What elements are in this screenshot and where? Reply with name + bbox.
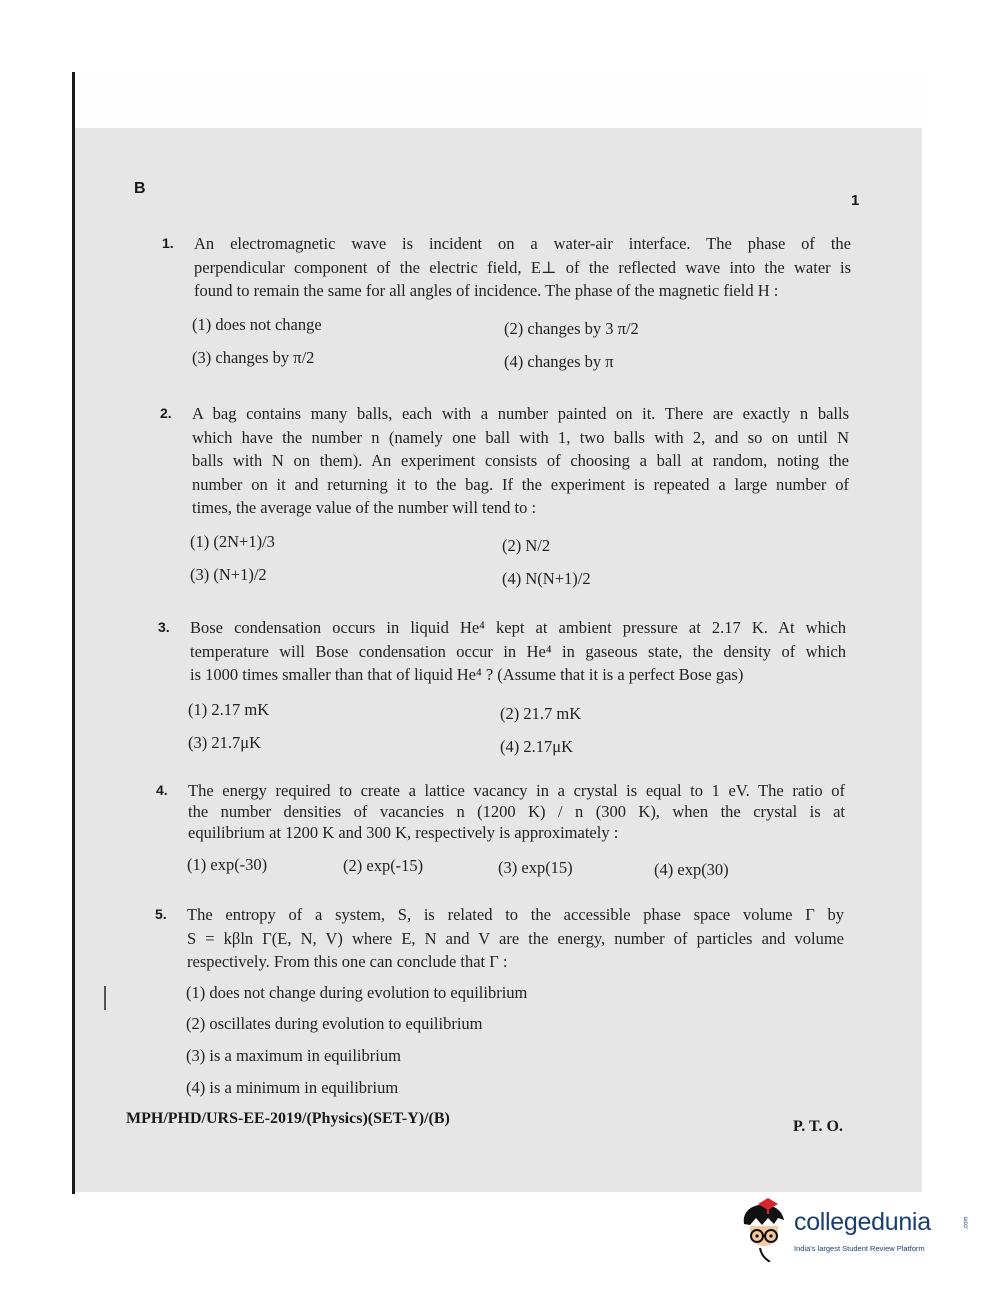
logo-domain-suffix: .com <box>963 1216 970 1230</box>
option-3: (3) 21.7μK <box>188 733 262 752</box>
question-2 <box>160 402 849 520</box>
pto-label: P. T. O. <box>793 1118 843 1135</box>
question-4 <box>156 780 845 843</box>
logo-wordmark: collegedunia <box>794 1208 931 1236</box>
question-text-line: number on it and returning it to the bag. If the experiment is repeated a large number of <box>192 474 849 494</box>
question-text-line: balls with N on them). An experiment consists of choosing a ball at random, noting the <box>192 451 849 470</box>
question-text-line: times, the average value of the number will tend to : <box>192 498 537 517</box>
question-number: 2. <box>160 405 172 421</box>
question-text-line: is 1000 times smaller than that of liquid He⁴ ? (Assume that it is a perfect Bose gas) <box>190 665 744 684</box>
question-text-line: The entropy of a system, S, is related to the accessible phase space volume Γ by <box>187 905 844 924</box>
question-text-line: equilibrium at 1200 K and 300 K, respectively is approximately : <box>188 823 619 842</box>
option-4: (4) 2.17μK <box>500 737 574 756</box>
question-text-line: The energy required to create a lattice vacancy in a crystal is equal to 1 eV. The ratio of <box>188 781 845 800</box>
question-text-line: perpendicular component of the electric field, E⊥ of the reflected wave into the water is <box>194 257 851 277</box>
question-text-line: the number densities of vacancies n (1200 K) / n (300 K), when the crystal is at <box>188 802 845 821</box>
question-1 <box>162 232 851 303</box>
option-4: (4) changes by π <box>504 352 614 371</box>
paper-code: MPH/PHD/URS-EE-2019/(Physics)(SET-Y)/(B) <box>126 1110 450 1127</box>
question-3 <box>158 616 846 687</box>
margin-mark <box>104 986 106 1010</box>
option-2: (2) changes by 3 π/2 <box>504 319 639 338</box>
collegedunia-logo <box>738 1198 968 1262</box>
scan-edge <box>72 72 75 1194</box>
question-text-line: respectively. From this one can conclude that Γ : <box>187 952 508 971</box>
question-5 <box>155 903 844 974</box>
option-3: (3) changes by π/2 <box>192 348 315 367</box>
option-3: (3) is a maximum in equilibrium <box>186 1046 401 1065</box>
mascot-icon <box>738 1198 794 1262</box>
option-1: (1) 2.17 mK <box>188 700 270 719</box>
set-letter: B <box>134 180 146 197</box>
question-text-line: Bose condensation occurs in liquid He⁴ kept at ambient pressure at 2.17 K. At which <box>190 618 846 637</box>
question-number: 1. <box>162 235 174 251</box>
option-1: (1) (2N+1)/3 <box>190 532 275 551</box>
option-3: (3) exp(15) <box>498 858 573 877</box>
option-4: (4) N(N+1)/2 <box>502 569 591 588</box>
page-number: 1 <box>851 192 860 209</box>
option-2: (2) exp(-15) <box>343 856 424 875</box>
question-text-line: found to remain the same for all angles of incidence. The phase of the magnetic field H : <box>194 281 779 300</box>
option-2: (2) N/2 <box>502 536 551 555</box>
option-2: (2) oscillates during evolution to equilibrium <box>186 1014 483 1033</box>
question-text-line: S = kβln Γ(E, N, V) where E, N and V are the energy, number of particles and volume <box>187 928 844 948</box>
logo-tagline: India's largest Student Review Platform <box>794 1244 925 1253</box>
option-1: (1) does not change <box>192 315 322 334</box>
option-2: (2) 21.7 mK <box>500 704 582 723</box>
option-4: (4) exp(30) <box>654 860 729 879</box>
question-text-line: An electromagnetic wave is incident on a water-air interface. The phase of the <box>194 234 851 253</box>
question-text-line: A bag contains many balls, each with a number painted on it. There are exactly n balls <box>192 404 849 423</box>
option-4: (4) is a minimum in equilibrium <box>186 1078 399 1097</box>
option-1: (1) exp(-30) <box>187 855 268 874</box>
question-number: 4. <box>156 782 168 798</box>
option-1: (1) does not change during evolution to equilibrium <box>186 983 528 1002</box>
option-3: (3) (N+1)/2 <box>190 565 267 584</box>
question-text-line: which have the number n (namely one ball with 1, two balls with 2, and so on until N <box>192 427 849 447</box>
question-text-line: temperature will Bose condensation occur in He⁴ in gaseous state, the density of which <box>190 641 846 661</box>
question-number: 3. <box>158 619 170 635</box>
question-number: 5. <box>155 906 167 922</box>
